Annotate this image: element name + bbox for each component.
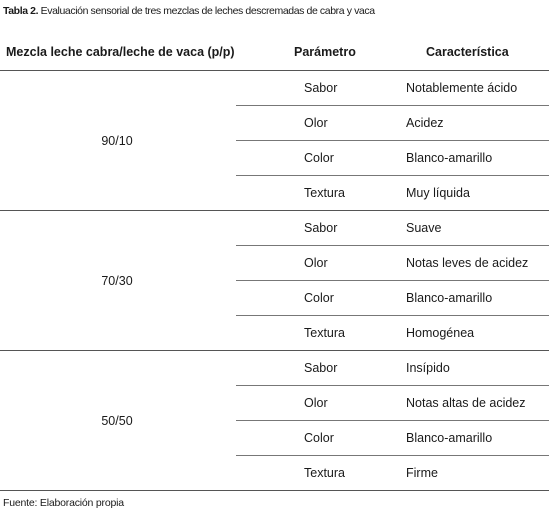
characteristic-cell: Blanco-amarillo [396, 141, 549, 176]
table-header-row [0, 33, 549, 71]
characteristic-cell: Notablemente ácido [396, 71, 549, 106]
sensory-evaluation-table [0, 33, 549, 491]
table-source-note: Fuente: Elaboración propia [3, 497, 124, 509]
table-row [0, 71, 549, 106]
characteristic-cell: Insípido [396, 351, 549, 386]
characteristic-cell: Blanco-amarillo [396, 281, 549, 316]
mix-ratio-cell: 50/50 [0, 351, 236, 491]
parameter-cell: Olor [236, 246, 396, 281]
table-row [0, 211, 549, 246]
table-caption-label: Tabla 2. [3, 5, 39, 17]
mix-ratio-cell: 90/10 [0, 71, 236, 211]
parameter-cell: Olor [236, 106, 396, 141]
parameter-cell: Sabor [236, 351, 396, 386]
parameter-cell: Sabor [236, 71, 396, 106]
characteristic-cell: Acidez [396, 106, 549, 141]
characteristic-cell: Muy líquida [396, 176, 549, 211]
column-header-mix: Mezcla leche cabra/leche de vaca (p/p) [0, 33, 236, 71]
parameter-cell: Textura [236, 456, 396, 491]
characteristic-cell: Blanco-amarillo [396, 421, 549, 456]
table-caption-text: Evaluación sensorial de tres mezclas de leches descremadas de cabra y vaca [40, 5, 375, 17]
parameter-cell: Color [236, 141, 396, 176]
characteristic-cell: Homogénea [396, 316, 549, 351]
characteristic-cell: Notas leves de acidez [396, 246, 549, 281]
characteristic-cell: Suave [396, 211, 549, 246]
characteristic-cell: Firme [396, 456, 549, 491]
parameter-cell: Textura [236, 316, 396, 351]
parameter-cell: Textura [236, 176, 396, 211]
parameter-cell: Color [236, 421, 396, 456]
parameter-cell: Color [236, 281, 396, 316]
parameter-cell: Sabor [236, 211, 396, 246]
column-header-parameter: Parámetro [236, 33, 396, 71]
characteristic-cell: Notas altas de acidez [396, 386, 549, 421]
column-header-characteristic: Característica [396, 33, 549, 71]
mix-ratio-cell: 70/30 [0, 211, 236, 351]
parameter-cell: Olor [236, 386, 396, 421]
table-caption [3, 5, 375, 17]
table-row [0, 351, 549, 386]
